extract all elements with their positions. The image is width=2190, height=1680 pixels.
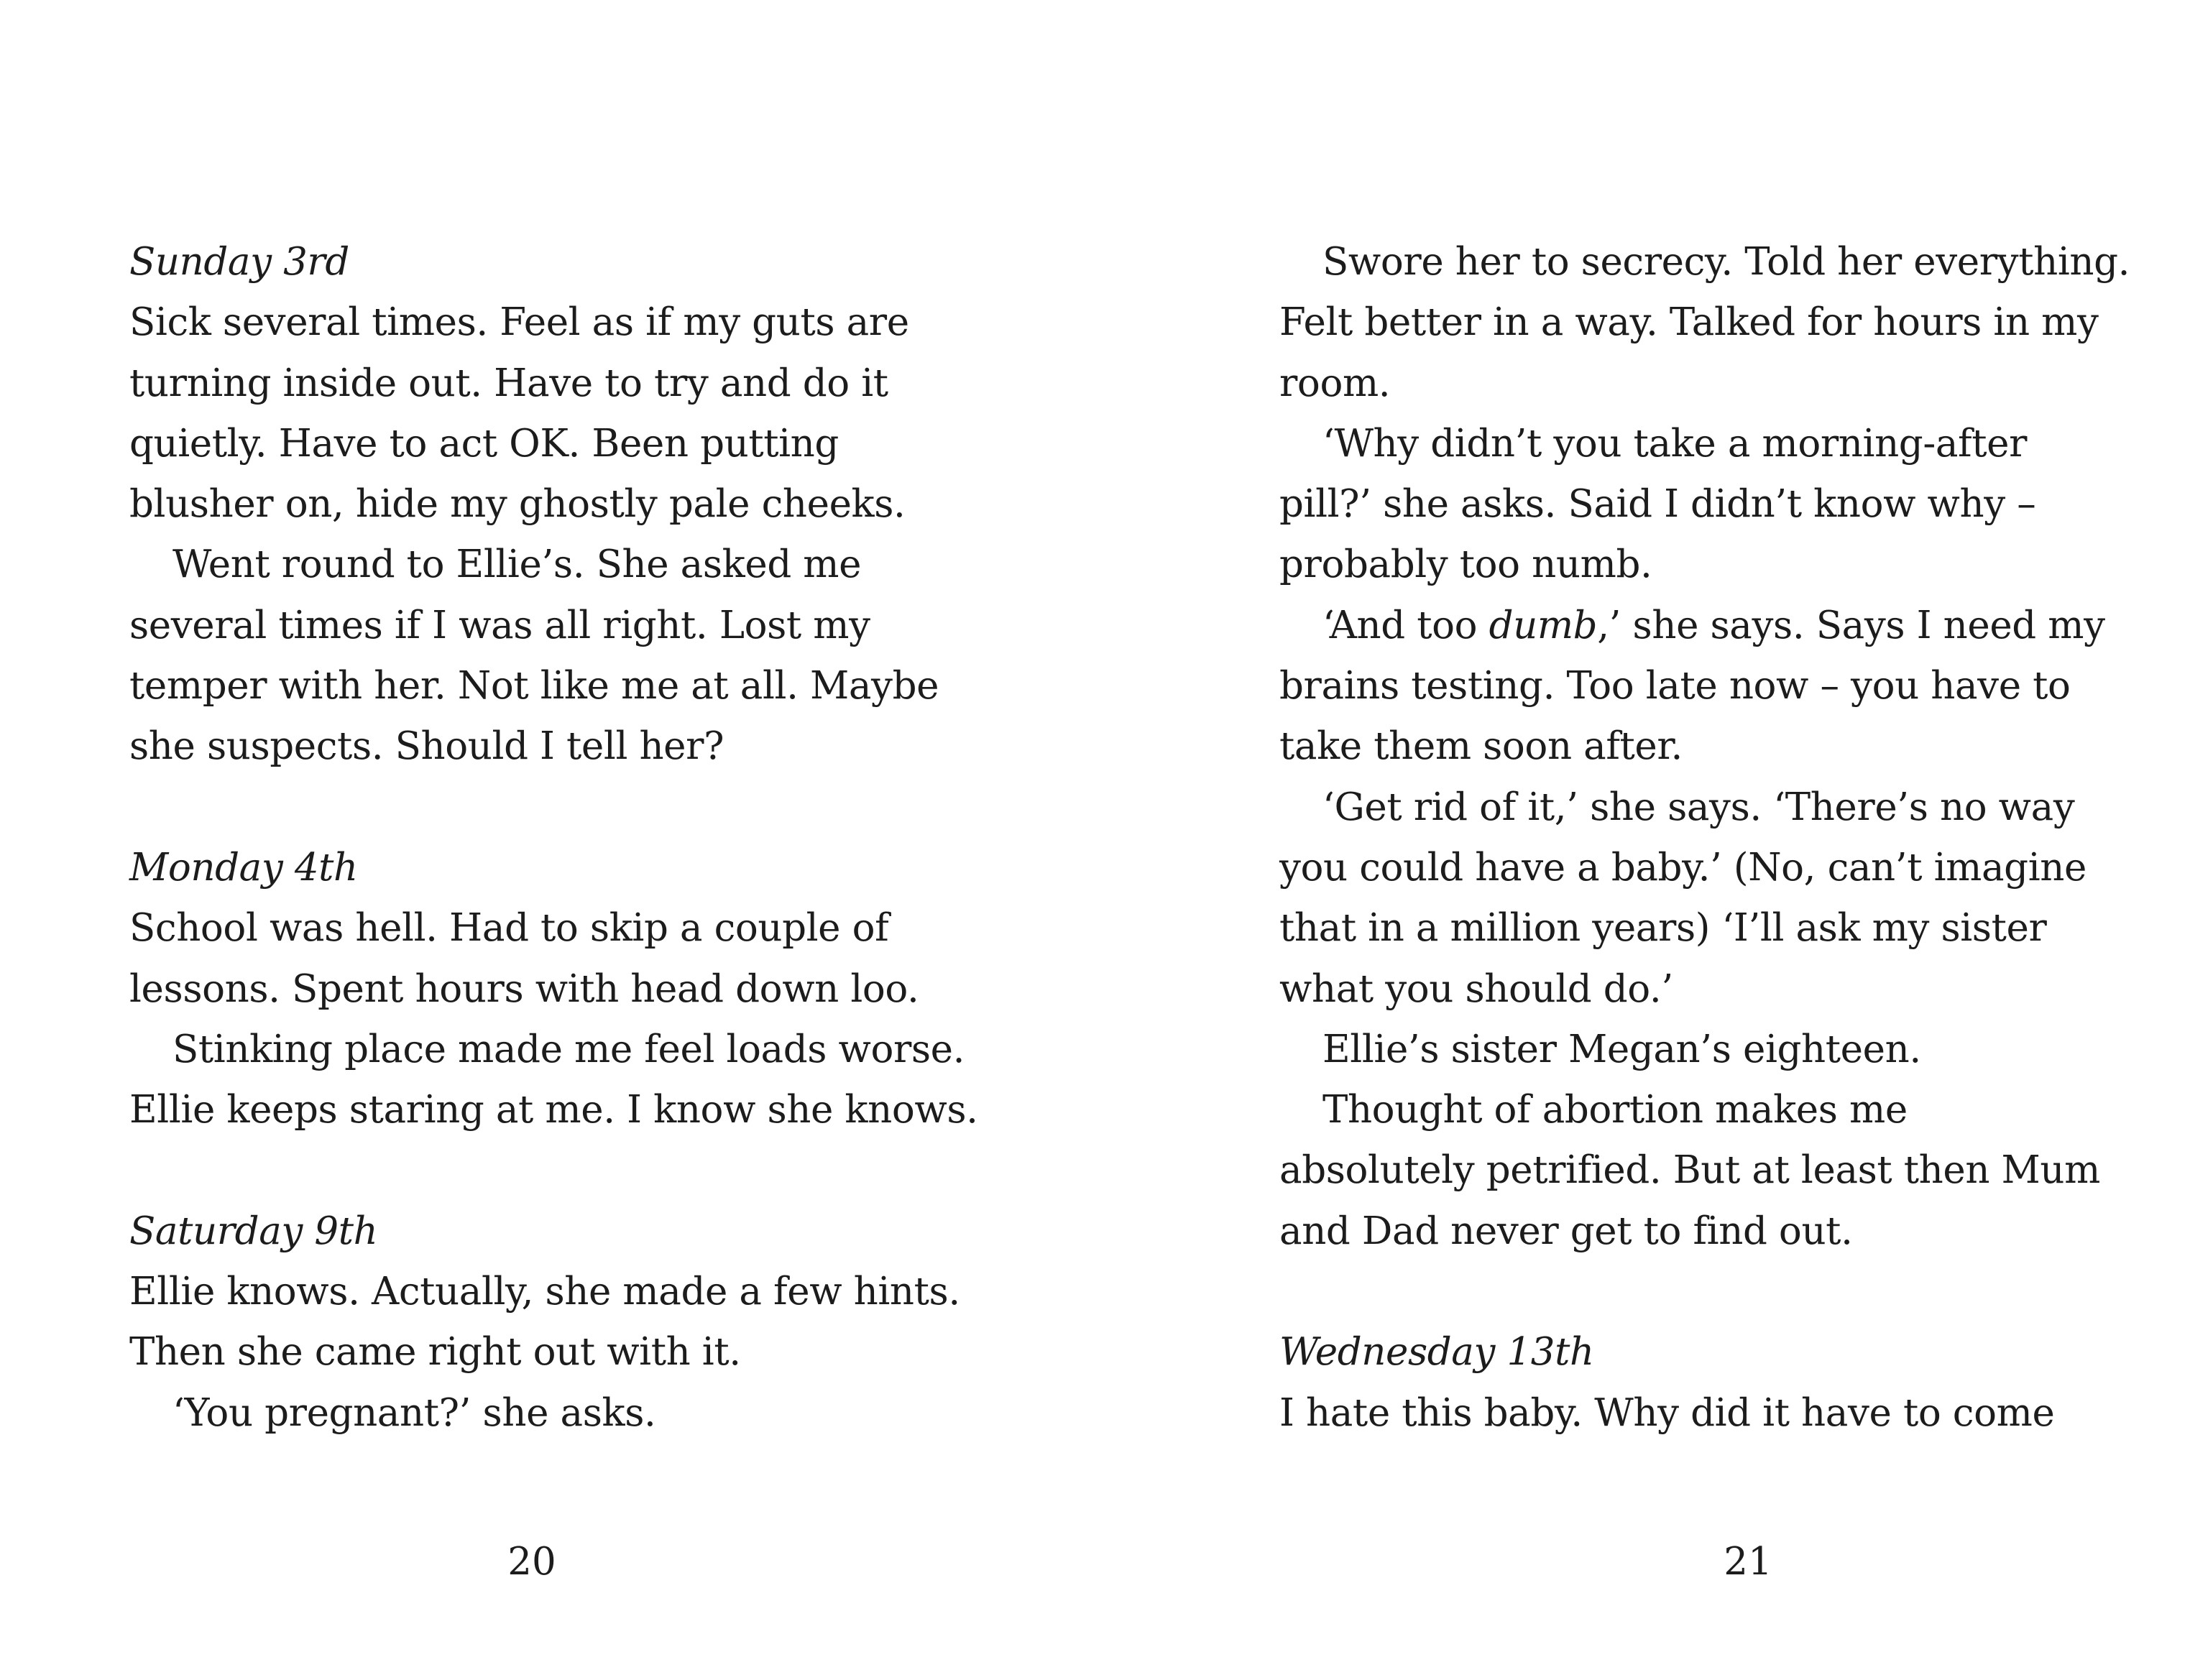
text-line: that in a million years) ‘I’ll ask my sister xyxy=(1279,906,2047,951)
diary-date-heading: Monday 4th xyxy=(129,845,358,890)
text-line: temper with her. Not like me at all. Maybe xyxy=(129,664,939,709)
text-line: ‘Why didn’t you take a morning-after xyxy=(1322,421,2028,466)
text-line: what you should do.’ xyxy=(1279,966,1673,1011)
text-line: blusher on, hide my ghostly pale cheeks. xyxy=(129,482,906,527)
text-line: room. xyxy=(1279,361,1391,405)
text-line: ‘Get rid of it,’ she says. ‘There’s no way xyxy=(1322,785,2075,829)
text-line: I hate this baby. Why did it have to come xyxy=(1279,1390,2055,1435)
right-page xyxy=(1095,0,2189,1680)
text-line: turning inside out. Have to try and do it xyxy=(129,361,888,405)
diary-date-heading: Sunday 3rd xyxy=(129,240,349,284)
text-line: several times if I was all right. Lost my xyxy=(129,603,870,647)
blank-line xyxy=(129,1140,1013,1201)
emphasized-word: dumb xyxy=(1489,603,1598,647)
text-line: and Dad never get to find out. xyxy=(1279,1209,1853,1253)
text-line xyxy=(1279,596,2163,656)
text-line: she suspects. Should I tell her? xyxy=(129,724,724,769)
diary-date-heading: Wednesday 13th xyxy=(1279,1330,1594,1375)
text-line: absolutely petrified. But at least then Mum xyxy=(1279,1148,2101,1193)
text-line: take them soon after. xyxy=(1279,724,1683,769)
text-line: Thought of abortion makes me xyxy=(1322,1088,1908,1132)
page-number: 21 xyxy=(1724,1540,1772,1584)
left-page-text xyxy=(129,232,1013,1444)
text-line: Felt better in a way. Talked for hours in my xyxy=(1279,300,2099,345)
text-line: Swore her to secrecy. Told her everything. xyxy=(1322,240,2130,284)
text-line: brains testing. Too late now – you have to xyxy=(1279,664,2071,709)
text-line: lessons. Spent hours with head down loo. xyxy=(129,966,919,1011)
text-line: Then she came right out with it. xyxy=(129,1330,741,1375)
text-line: Ellie keeps staring at me. I know she knows. xyxy=(129,1088,978,1132)
text-line: quietly. Have to act OK. Been putting xyxy=(129,421,839,466)
text-line: Sick several times. Feel as if my guts are xyxy=(129,300,909,345)
text-line: ‘You pregnant?’ she asks. xyxy=(172,1390,656,1435)
text-line: Ellie’s sister Megan’s eighteen. xyxy=(1322,1027,1921,1071)
text-line: Ellie knows. Actually, she made a few hints. xyxy=(129,1270,960,1314)
text-segment: ‘And too xyxy=(1322,603,1489,647)
blank-line xyxy=(129,777,1013,838)
text-line: probably too numb. xyxy=(1279,543,1652,587)
page-number: 20 xyxy=(507,1540,556,1584)
text-line: Stinking place made me feel loads worse. xyxy=(172,1027,965,1071)
diary-date-heading: Saturday 9th xyxy=(129,1209,378,1253)
right-page-text xyxy=(1279,232,2163,1444)
text-line: pill?’ she asks. Said I didn’t know why – xyxy=(1279,482,2036,527)
text-segment: ,’ she says. Says I need my xyxy=(1597,603,2105,647)
text-line: Went round to Ellie’s. She asked me xyxy=(172,543,862,587)
blank-line xyxy=(1279,1262,2163,1322)
text-line: School was hell. Had to skip a couple of xyxy=(129,906,889,951)
text-line: you could have a baby.’ (No, can’t imagine xyxy=(1279,845,2087,890)
